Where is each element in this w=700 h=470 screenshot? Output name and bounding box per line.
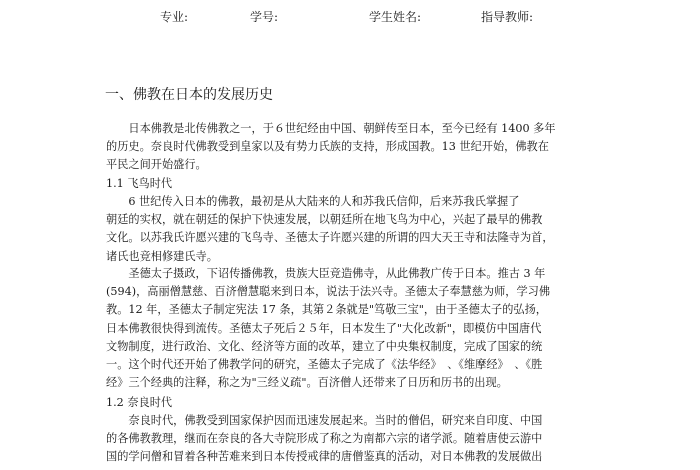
subsection-1-1-paragraph-2 <box>106 265 596 392</box>
intro-paragraph <box>106 120 596 175</box>
paragraph-line: 经》三个经典的注释，称之为"三经义疏"。百济僧人还带来了日历和历书的出现。 <box>106 376 508 390</box>
paragraph-line: 日本佛教很快得到流传。圣德太子死后２５年，日本发生了"大化改新"，即模仿中国唐代 <box>106 321 542 335</box>
subsection-title-1-2: 1.2 奈良时代 <box>106 396 173 409</box>
paragraph-line: 圣德太子摄政，下诏传播佛教，贵族大臣竞造佛寺，从此佛教广传于日本。推古 3 年 <box>106 267 546 280</box>
paragraph-line: 诸氏也竞相修建氏寺。 <box>106 249 218 263</box>
paragraph-line: 教。12 年，圣德太子制定宪法 17 条，其第２条就是"笃敬三宝"，由于圣德太子的弘扬， <box>106 303 547 317</box>
subsection-title-1-1: 1.1 飞鸟时代 <box>106 177 173 190</box>
paragraph-line: 的各佛教教理，继而在奈良的各大寺院形成了称之为南都六宗的诸学派。随着唐使云游中 <box>106 432 543 446</box>
paragraph-line: 文化。以苏我氏许愿兴建的飞鸟寺、圣德太子许愿兴建的所谓的四大天王寺和法隆寺为首， <box>106 231 554 245</box>
advisor-label: 指导教师: <box>481 10 534 24</box>
paragraph-line: 文物制度，进行政治、文化、经济等方面的改革，建立了中央集权制度，完成了国家的统 <box>106 339 543 353</box>
subsection-1-1-paragraph-1 <box>106 193 596 266</box>
paragraph-line: 日本佛教是北传佛教之一，于６世纪经由中国、朝鲜传至日本，至今已经有 1400 多年 <box>106 122 556 135</box>
paragraph-line: 平民之间开始盛行。 <box>106 158 207 172</box>
section-title: 一、佛教在日本的发展历史 <box>105 87 273 103</box>
paragraph-line: 国的学问僧和冒着各种苦难来到日本传授戒律的唐僧鉴真的活动，对日本佛教的发展做出 <box>106 450 543 464</box>
paragraph-line: 一。这个时代还开始了佛教学问的研究，圣德太子完成了《法华经》 、《维摩经》 、《胜 <box>106 358 543 372</box>
subsection-1-2-paragraph-1 <box>106 412 596 467</box>
major-label: 专业: <box>160 10 189 24</box>
paragraph-line: 朝廷的实权，就在朝廷的保护下快速发展，以朝廷所在地飞鸟为中心，兴起了最早的佛教 <box>106 213 543 227</box>
student-name-label: 学生姓名: <box>369 10 422 24</box>
header-fields <box>0 8 700 28</box>
paragraph-line: 的历史。奈良时代佛教受到皇家以及有势力氏族的支持，形成国教。13 世纪开始，佛教在 <box>106 140 549 154</box>
paragraph-line: 奈良时代，佛教受到国家保护因而迅速发展起来。当时的僧侣，研究来自印度、中国 <box>106 414 543 427</box>
student-id-label: 学号: <box>250 10 279 24</box>
paragraph-line: (594)，高丽僧慧慈、百济僧慧聪来到日本，说法于法兴寺。圣德太子奉慧慈为师，学习佛 <box>106 285 551 299</box>
paragraph-line: 6 世纪传入日本的佛教，最初是从大陆来的人和苏我氏信仰，后来苏我氏掌握了 <box>106 195 520 208</box>
